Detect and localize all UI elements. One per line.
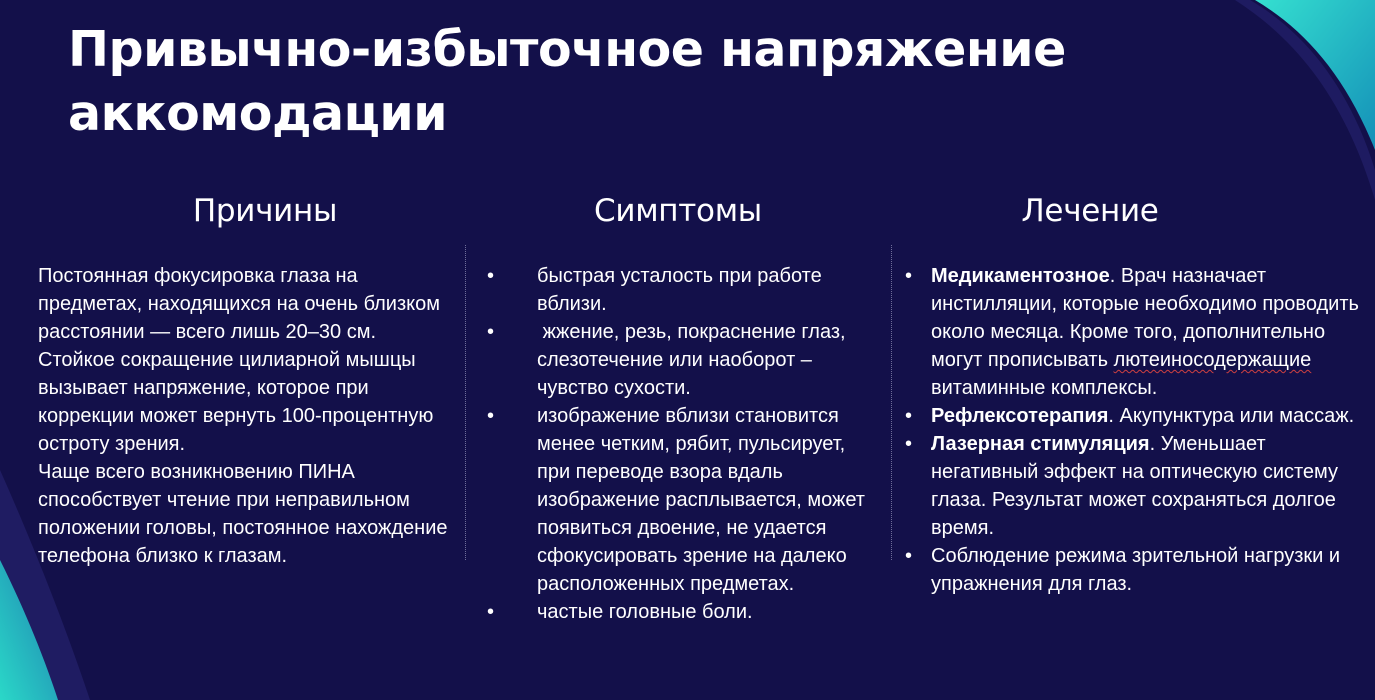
- treatment-term: Лазерная стимуляция: [931, 433, 1150, 455]
- treatment-text: витаминные комплексы.: [931, 377, 1158, 399]
- column-divider-left: [465, 245, 466, 560]
- treatment-text: Соблюдение режима зрительной нагрузки и упражнения для глаз.: [931, 545, 1341, 595]
- symptom-text: быстрая усталость при работе вблизи.: [537, 265, 822, 315]
- treatment-term: Рефлексотерапия: [931, 405, 1109, 427]
- treatment-item: [905, 430, 1370, 542]
- causes-text: [38, 262, 458, 570]
- treatment-heading: Лечение: [1021, 193, 1159, 229]
- bullet-icon: •: [905, 545, 913, 567]
- causes-heading: Причины: [192, 193, 338, 229]
- symptoms-list: [487, 262, 882, 626]
- symptom-text: частые головные боли.: [537, 601, 753, 623]
- symptom-item: [487, 262, 882, 318]
- spellcheck-marked-word: лютеиносодержащие: [1113, 349, 1312, 371]
- treatment-item: [905, 262, 1370, 402]
- bullet-icon: •: [905, 265, 913, 287]
- treatment-list: [905, 262, 1370, 598]
- bullet-icon: •: [487, 321, 495, 343]
- causes-paragraph: Постоянная фокусировка глаза на предметах, находящихся на очень близком расстоянии — всего лишь 20–30 см. Стойкое сокращение цилиарной мышцы вызывает напряжение, которое при коррекции может вернуть 100-процентную остроту зрения.: [38, 265, 440, 455]
- treatment-item: [905, 542, 1370, 598]
- symptom-item: [487, 402, 882, 598]
- symptom-text: жжение, резь, покраснение глаз, слезотечение или наоборот – чувство сухости.: [537, 321, 852, 399]
- symptom-text: изображение вблизи становится менее четким, рябит, пульсирует, при переводе взора вдаль изображение расплывается, может появиться двоение, не удается сфокусировать зрение на далеко расположенных предметах.: [537, 405, 865, 595]
- bullet-icon: •: [905, 433, 913, 455]
- bullet-icon: •: [487, 601, 495, 623]
- bullet-icon: •: [487, 265, 495, 287]
- symptom-item: [487, 598, 882, 626]
- symptom-item: [487, 318, 882, 402]
- bullet-icon: •: [487, 405, 495, 427]
- treatment-text: . Акупунктура или массаж.: [1108, 405, 1355, 427]
- treatment-text: . Уменьшает негативный эффект на оптическую систему глаза. Результат может сохраняться долгое время.: [931, 433, 1339, 539]
- treatment-item: [905, 402, 1370, 430]
- treatment-text: . Врач назначает инстилляции, которые необходимо проводить около месяца. Кроме того, дополнительно могут прописывать: [931, 265, 1359, 371]
- treatment-term: Медикаментозное: [931, 265, 1110, 287]
- causes-paragraph: Чаще всего возникновению ПИНА способствует чтение при неправильном положении головы, постоянное нахождение телефона близко к глазам.: [38, 461, 448, 567]
- slide-title: Привычно-избыточное напряжение аккомодации: [68, 21, 1066, 142]
- bullet-icon: •: [905, 405, 913, 427]
- symptoms-heading: Симптомы: [594, 193, 762, 229]
- column-divider-right: [891, 245, 892, 560]
